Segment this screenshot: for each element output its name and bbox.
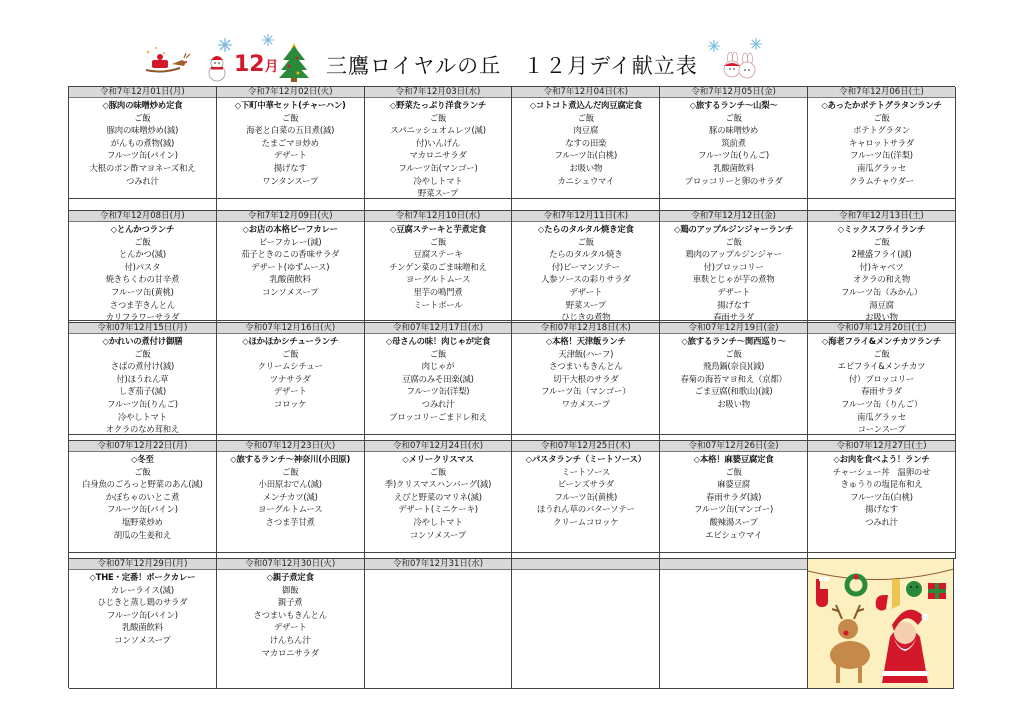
menu-item: 野菜スープ <box>565 299 606 310</box>
menu-item: ミートソース <box>561 466 611 477</box>
menu-item: クリームコロッケ <box>553 516 619 527</box>
menu-item: なすの田楽 <box>565 137 607 148</box>
menu-item: 豆腐ステーキ <box>413 249 463 260</box>
day-date: 令和07年12月24日(水) <box>365 441 512 452</box>
menu-title: ◇パスタランチ（ミートソース） <box>525 454 646 464</box>
day-menu <box>69 570 216 647</box>
menu-title: ◇豚肉の味噌炒め定食 <box>102 100 183 110</box>
menu-item: 春雨サラダ <box>861 386 902 397</box>
day-cell <box>660 559 808 689</box>
day-cell <box>69 211 217 321</box>
day-date: 令和07年12月23日(火) <box>217 441 364 452</box>
menu-item: 冷やしトマト <box>117 411 167 422</box>
menu-title: ◇THE・定番！ポークカレー <box>89 572 196 582</box>
menu-item: メンチカツ(減) <box>262 491 318 502</box>
menu-item: デザート(ミニケーキ) <box>398 504 478 515</box>
menu-item: フルーツ缶(パイン) <box>106 609 178 620</box>
menu-item: コンソメスープ <box>114 634 171 645</box>
menu-item: フルーツ缶(洋梨) <box>406 386 470 397</box>
menu-item: オクラの和え物 <box>852 274 911 285</box>
menu-title: ◇本格！麻婆豆腐定食 <box>693 454 774 464</box>
menu-item: 塩野菜炒め <box>121 516 163 527</box>
menu-item: 揚げなす <box>717 299 750 310</box>
day-cell <box>808 441 956 553</box>
menu-title: ◇ほかほかシチューランチ <box>242 336 339 346</box>
menu-item: ご飯 <box>134 236 151 247</box>
day-menu <box>69 334 216 436</box>
menu-item: ツナサラダ <box>269 373 311 384</box>
menu-title: ◇親子煮定食 <box>266 572 314 582</box>
day-cell <box>69 441 217 553</box>
day-menu <box>512 222 659 324</box>
page-title: 三鷹ロイヤルの丘 １２月デイ献立表 <box>326 54 698 78</box>
menu-item: きゅうりの塩昆布和え <box>840 479 923 490</box>
day-menu <box>217 334 364 411</box>
menu-item: ご飯 <box>873 112 890 123</box>
menu-item: さばの煮付け(減) <box>110 361 175 372</box>
day-date: 令和07年12月26日(金) <box>660 441 807 452</box>
day-cell <box>512 441 660 553</box>
menu-title: ◇旅するランチ～関西巡り～ <box>681 336 786 346</box>
menu-item: えびと野菜のマリネ(減) <box>394 491 482 502</box>
day-cell <box>217 323 365 435</box>
menu-title: ◇豆腐ステーキと芋煮定食 <box>389 224 486 234</box>
menu-item: ご飯 <box>725 348 742 359</box>
day-cell <box>365 211 513 321</box>
santa-icon <box>808 559 954 689</box>
day-date: 令和07年12月20日(土) <box>808 323 955 334</box>
menu-item: ごま豆腐(和歌山)(減) <box>694 386 773 397</box>
row-spacer <box>808 199 956 211</box>
menu-item: フルーツ缶(黄桃) <box>111 286 174 297</box>
menu-item: 付)いんげん <box>416 137 460 148</box>
day-menu <box>512 570 659 571</box>
day-menu <box>365 98 512 200</box>
menu-item: ビーフカレー(減) <box>258 236 322 247</box>
day-cell <box>660 323 808 435</box>
menu-item: チンゲン菜のごま味噌和え <box>389 261 487 272</box>
menu-item: デザート <box>717 286 750 297</box>
menu-item: コンソメスープ <box>262 286 319 297</box>
menu-item: 里芋の鳴門煮 <box>413 286 463 297</box>
menu-item: 冷やしトマト <box>413 175 463 186</box>
menu-item: ひじきの煮物 <box>561 312 611 323</box>
row-spacer <box>69 199 217 211</box>
day-menu <box>512 452 659 529</box>
row-spacer <box>660 199 808 211</box>
menu-item: カレーライス(減) <box>110 584 174 595</box>
day-date: 令和07年12月22日(月) <box>69 441 216 452</box>
menu-item: クリームシチュー <box>257 361 323 372</box>
day-date: 令和7年12月02日(火) <box>217 87 364 98</box>
day-date: 令和07年12月25日(木) <box>512 441 659 452</box>
menu-item: 筑前煮 <box>721 137 746 148</box>
day-date: 令和07年12月17日(水) <box>365 323 512 334</box>
menu-item: さつまいもきんとん <box>549 361 623 372</box>
christmas-tree-icon <box>278 40 310 82</box>
day-cell <box>512 211 660 321</box>
menu-item: 揚げなす <box>865 504 898 515</box>
day-menu <box>512 334 659 411</box>
day-cell <box>808 87 956 199</box>
menu-title: ◇お店の本格ビーフカレー <box>242 224 338 234</box>
menu-item: デザート <box>569 286 603 297</box>
menu-item: 春菊の海苔マヨ和え（京都） <box>680 373 787 384</box>
menu-item: 肉豆腐 <box>573 125 599 136</box>
day-menu <box>660 334 807 411</box>
menu-title: ◇お肉を食べよう！ランチ <box>833 454 930 464</box>
menu-item: 茄子ときのこの香味サラダ <box>241 249 340 260</box>
day-date: 令和7年12月11日(木) <box>512 211 659 222</box>
menu-item: 春雨サラダ(減) <box>706 491 762 502</box>
menu-item: ご飯 <box>134 112 151 123</box>
menu-title: ◇冬至 <box>131 454 154 464</box>
menu-item: ご飯 <box>429 466 447 477</box>
day-cell <box>512 559 660 689</box>
menu-item: ご飯 <box>873 348 890 359</box>
day-menu <box>808 452 955 529</box>
menu-item: フルーツ缶(パイン) <box>106 150 178 161</box>
day-cell <box>69 559 217 689</box>
menu-item: フルーツ缶(洋梨) <box>850 150 913 161</box>
menu-item: コンソメスープ <box>409 529 467 540</box>
menu-item: 白身魚のごろっと野菜のあん(減) <box>82 479 203 490</box>
menu-item: ご飯 <box>577 112 594 123</box>
day-menu <box>217 452 364 529</box>
menu-item: デザート <box>273 386 307 397</box>
day-menu <box>808 334 955 436</box>
day-menu <box>69 222 216 324</box>
menu-item: ご飯 <box>429 112 447 123</box>
day-cell <box>217 87 365 199</box>
day-menu <box>365 452 512 541</box>
menu-item: さつまいもきんとん <box>253 609 327 620</box>
menu-title: ◇メリークリスマス <box>402 454 474 464</box>
day-menu <box>217 222 364 299</box>
day-cell <box>217 441 365 553</box>
snowflake-icon <box>750 38 762 50</box>
menu-item: 豚肉の味噌炒め(減) <box>106 125 179 136</box>
menu-item: 冷やしトマト <box>413 516 463 527</box>
snowman-icon <box>204 54 230 82</box>
menu-item: 豚の味噌炒め <box>709 125 759 136</box>
menu-item: けんちん汁 <box>269 634 311 645</box>
menu-item: 飛鳥鍋(奈良)(減) <box>702 361 765 372</box>
day-date: 令和7年12月06日(土) <box>808 87 955 98</box>
menu-title: ◇あったかポテトグラタンランチ <box>821 100 942 110</box>
menu-item: フルーツ缶（マンゴー） <box>541 386 631 397</box>
menu-item: 肉じゃが <box>421 361 455 372</box>
menu-title: ◇母さんの味！肉じゃが定食 <box>385 336 491 346</box>
menu-item: 乳酸菌飲料 <box>269 274 311 285</box>
menu-item: チャーシュー丼 温卵のせ <box>832 466 931 477</box>
menu-item: さつま芋甘煮 <box>265 516 315 527</box>
menu-item: ヨーグルトムース <box>405 274 471 285</box>
menu-item: フルーツ缶(マンゴー) <box>398 162 478 173</box>
menu-item: 人参ソースの彩りサラダ <box>541 274 631 285</box>
menu-title: ◇コトコト煮込んだ肉豆腐定食 <box>529 100 642 110</box>
menu-item: ご飯 <box>429 348 447 359</box>
day-menu <box>217 98 364 187</box>
menu-item: カニシュウマイ <box>557 175 615 186</box>
day-menu <box>660 570 807 571</box>
day-date: 令和7年12月13日(土) <box>808 211 955 222</box>
menu-item: フルーツ缶(白桃) <box>554 150 618 161</box>
menu-title: ◇たらのタルタル焼き定食 <box>537 224 634 234</box>
menu-item: お吸い物 <box>569 162 603 173</box>
menu-item: ご飯 <box>873 236 890 247</box>
menu-item: マカロニサラダ <box>261 647 319 658</box>
day-date: 令和07年12月30日(火) <box>217 559 364 570</box>
row-spacer <box>512 199 660 211</box>
menu-item: ご飯 <box>725 236 742 247</box>
day-cell <box>365 323 513 435</box>
menu-item: 親子煮 <box>277 597 303 608</box>
menu-calendar <box>68 86 955 688</box>
day-date: 令和07年12月31日(水) <box>365 559 512 570</box>
menu-item: たまごマヨ炒め <box>261 137 319 148</box>
menu-item: デザート <box>273 150 307 161</box>
day-cell <box>217 211 365 321</box>
day-date: 令和7年12月09日(火) <box>217 211 364 222</box>
day-date: 令和7年12月03日(水) <box>365 87 512 98</box>
menu-item: ご飯 <box>577 236 594 247</box>
menu-item: オクラのなめ茸和え <box>105 424 180 435</box>
day-date: 令和7年12月01日(月) <box>69 87 216 98</box>
day-menu <box>69 452 216 541</box>
menu-item: つみれ汁 <box>126 175 159 186</box>
menu-item: 揚げなす <box>273 162 307 173</box>
menu-item: フルーツ缶(りんご) <box>698 150 770 161</box>
day-date: 令和7年12月10日(水) <box>365 211 512 222</box>
menu-item: ブロッコリーごまドレ和え <box>389 411 487 422</box>
menu-item: 鶏肉のアップルジンジャー <box>685 249 782 260</box>
menu-title: ◇鶏のアップルジンジャーランチ <box>674 224 794 234</box>
day-date: 令和7年12月05日(金) <box>660 87 807 98</box>
menu-item: フルーツ缶(白桃) <box>850 491 913 502</box>
menu-item: ミートボール <box>413 299 463 310</box>
menu-item: カリフラワーサラダ <box>105 312 180 323</box>
day-menu <box>365 222 512 311</box>
menu-item: 南瓜グラッセ <box>857 162 906 173</box>
menu-item: 海老と白菜の五目煮(減) <box>246 125 335 136</box>
menu-item: フルーツ缶(黄桃) <box>554 491 618 502</box>
day-cell <box>217 559 365 689</box>
menu-item: かぼちゃのいとこ煮 <box>105 491 180 502</box>
day-menu <box>365 570 512 571</box>
menu-item: デザート <box>273 622 307 633</box>
menu-item: 麻婆豆腐 <box>717 479 750 490</box>
menu-item: ワカメスープ <box>561 398 610 409</box>
day-cell <box>808 211 956 321</box>
sleigh-icon <box>142 44 204 78</box>
menu-item: ご飯 <box>134 348 151 359</box>
menu-item: 車麩とじゃが芋の煮物 <box>692 274 775 285</box>
menu-title: ◇かれいの煮付け御膳 <box>102 336 183 346</box>
menu-item: 酸辣湯スープ <box>709 516 758 527</box>
menu-item: 御飯 <box>282 584 299 595</box>
menu-item: デザート(ゆずムース) <box>251 261 330 272</box>
menu-item: ブロッコリーと卵のサラダ <box>684 175 783 186</box>
menu-item: フルーツ缶（りんご） <box>840 398 923 409</box>
day-date: 令和07年12月29日(月) <box>69 559 216 570</box>
day-menu <box>365 334 512 423</box>
menu-item: 南瓜グラッセ <box>857 411 906 422</box>
menu-item: がんもの煮物(減) <box>110 137 175 148</box>
day-cell <box>660 87 808 199</box>
snowflake-icon <box>708 40 720 52</box>
menu-item: ご飯 <box>282 466 299 477</box>
menu-item: フルーツ缶（みかん） <box>840 286 923 297</box>
menu-item: エビフライ&メンチカツ <box>837 361 926 372</box>
menu-item: スパニッシュオムレツ(減) <box>390 125 486 136</box>
menu-item: しぎ茄子(減) <box>118 386 166 397</box>
day-menu <box>69 98 216 187</box>
menu-item: 付)パスタ <box>124 261 161 272</box>
page-header <box>0 0 1024 86</box>
menu-item: ご飯 <box>725 112 742 123</box>
day-menu <box>217 570 364 659</box>
day-cell <box>512 87 660 199</box>
day-date: 令和07年12月19日(金) <box>660 323 807 334</box>
menu-item: 乳酸菌飲料 <box>121 622 163 633</box>
menu-item: お吸い物 <box>717 398 750 409</box>
day-date: 令和07年12月27日(土) <box>808 441 955 452</box>
day-date: 令和7年12月08日(月) <box>69 211 216 222</box>
menu-item: ご飯 <box>282 348 299 359</box>
day-cell <box>69 87 217 199</box>
day-menu <box>660 222 807 324</box>
menu-item: 付)ピーマンソテー <box>551 261 620 272</box>
menu-item: 乳酸菌飲料 <box>713 162 755 173</box>
menu-item: つみれ汁 <box>865 516 898 527</box>
menu-item: 天津飯(ハーフ) <box>558 348 614 359</box>
menu-item: 付）ブロッコリー <box>848 373 915 384</box>
day-date: 令和07年12月15日(月) <box>69 323 216 334</box>
day-cell <box>808 323 956 435</box>
day-cell <box>69 323 217 435</box>
day-date: 令和07年12月16日(火) <box>217 323 364 334</box>
snowflake-icon <box>218 38 232 52</box>
menu-title: ◇旅するランチ～神奈川(小田原) <box>230 454 351 464</box>
menu-item: 焼きちくわの甘辛煮 <box>105 274 180 285</box>
month-badge: 12月 <box>234 52 279 77</box>
menu-item: 付)ブロッコリー <box>703 261 764 272</box>
menu-item: 胡瓜の生姜和え <box>113 529 172 540</box>
menu-item: 野菜スープ <box>417 188 459 199</box>
day-cell <box>660 211 808 321</box>
menu-item: エビシュウマイ <box>705 529 763 540</box>
day-menu <box>512 98 659 187</box>
menu-item: 大根のポン酢マヨネーズ和え <box>89 162 196 173</box>
menu-title: ◇本格！天津飯ランチ <box>545 336 626 346</box>
menu-item: 春雨サラダ <box>713 312 754 323</box>
menu-item: 付)ほうれん草 <box>116 373 169 384</box>
menu-item: ご飯 <box>134 466 151 477</box>
day-menu <box>660 98 807 187</box>
snowflake-icon <box>262 34 274 46</box>
row-spacer <box>365 199 513 211</box>
day-date <box>512 559 659 570</box>
day-date: 令和7年12月04日(木) <box>512 87 659 98</box>
day-date <box>660 559 807 570</box>
day-cell <box>365 441 513 553</box>
menu-item: ワンタンスープ <box>262 175 319 186</box>
menu-item: 付)キャベツ <box>859 261 904 272</box>
day-cell <box>512 323 660 435</box>
day-cell <box>660 441 808 553</box>
menu-title: ◇海老フライ&メンチカツランチ <box>821 336 942 346</box>
menu-item: ご飯 <box>725 466 742 477</box>
menu-item: フルーツ缶(マンゴー) <box>694 504 774 515</box>
menu-item: たらのタルタル焼き <box>549 249 623 260</box>
menu-item: ヨーグルトムース <box>258 504 323 515</box>
menu-item: ご飯 <box>282 112 299 123</box>
day-menu <box>660 452 807 541</box>
bunny-icon <box>718 52 758 80</box>
menu-item: ポテトグラタン <box>853 125 910 136</box>
menu-item: フルーツ缶(パイン) <box>106 504 178 515</box>
menu-item: お吸い物 <box>865 312 898 323</box>
menu-item: とんかつ(減) <box>118 249 166 260</box>
menu-item: つみれ汁 <box>421 398 455 409</box>
menu-item: さつま芋きんとん <box>109 299 176 310</box>
menu-item: キャロットサラダ <box>848 137 915 148</box>
christmas-illustration <box>808 559 954 689</box>
menu-item: 小田原おでん(減) <box>258 479 322 490</box>
day-date: 令和7年12月12日(金) <box>660 211 807 222</box>
menu-item: 2種盛フライ(減) <box>851 249 912 260</box>
menu-item: ほうれん草のバターソテー <box>536 504 635 515</box>
day-date: 令和07年12月18日(木) <box>512 323 659 334</box>
menu-item: フルーツ缶(りんご) <box>106 398 178 409</box>
row-spacer <box>217 199 365 211</box>
menu-title: ◇ミックスフライランチ <box>837 224 926 234</box>
menu-item: クラムチャウダー <box>849 175 914 186</box>
menu-item: 湯豆腐 <box>869 299 894 310</box>
menu-title: ◇旅するランチ～山梨～ <box>689 100 778 110</box>
menu-item: ビーンズサラダ <box>557 479 614 490</box>
day-cell <box>365 559 513 689</box>
day-cell <box>365 87 513 199</box>
day-menu <box>808 98 955 187</box>
menu-item: マカロニサラダ <box>409 150 467 161</box>
menu-item: コロッケ <box>273 398 307 409</box>
menu-title: ◇とんかつランチ <box>110 224 175 234</box>
menu-item: 季)クリスマスハンバーグ(減) <box>384 479 492 490</box>
menu-title: ◇野菜たっぷり洋食ランチ <box>389 100 487 110</box>
menu-item: 切干大根のサラダ <box>553 373 619 384</box>
menu-title: ◇下町中華セット(チャーハン) <box>234 100 346 110</box>
menu-item: ひじきと蒸し鶏のサラダ <box>97 597 188 608</box>
menu-item: 豆腐のみそ田楽(減) <box>402 373 474 384</box>
menu-item: コーンスープ <box>857 424 906 435</box>
day-menu <box>808 222 955 324</box>
menu-item: ご飯 <box>429 236 447 247</box>
